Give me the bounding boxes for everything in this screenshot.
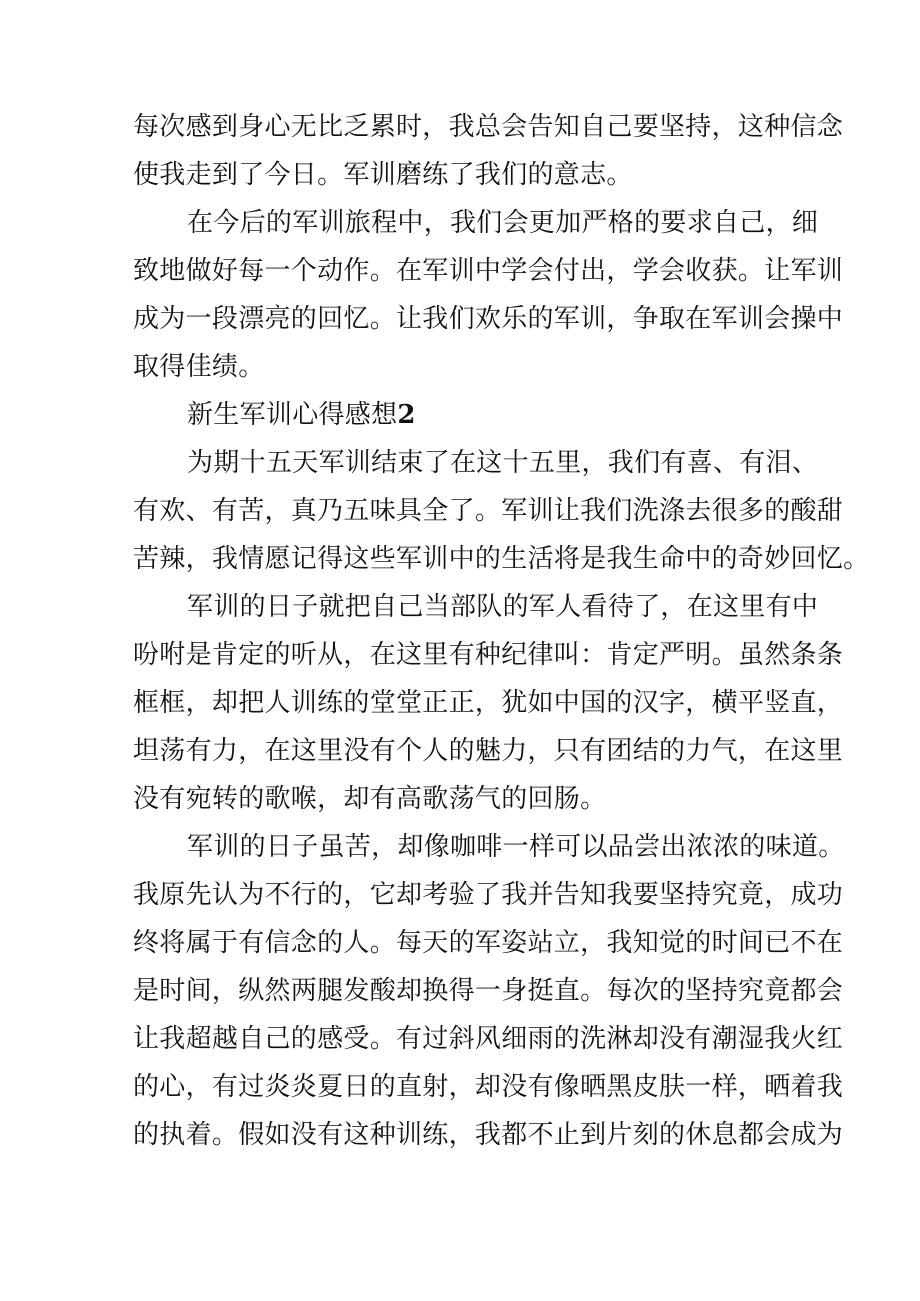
- text-line: 有欢、有苦，真乃五味具全了。军训让我们洗涤去很多的酸甜: [133, 496, 844, 526]
- text-line: 框框，却把人训练的堂堂正正，犹如中国的汉字，横平竖直，: [133, 688, 844, 718]
- document-page: [133, 103, 870, 1159]
- text-line: 每次感到身心无比乏累时，我总会告知自己要坚持，这种信念: [133, 112, 844, 142]
- text-line: 为期十五天军训结束了在这十五里，我们有喜、有泪、: [187, 448, 819, 478]
- text-line: 终将属于有信念的人。每天的军姿站立，我知觉的时间已不在: [133, 928, 844, 958]
- text-line: 使我走到了今日。军训磨练了我们的意志。: [133, 160, 633, 190]
- text-line: 坦荡有力，在这里没有个人的魅力，只有团结的力气，在这里: [133, 736, 844, 766]
- text-line: 致地做好每一个动作。在军训中学会付出，学会收获。让军训: [133, 256, 844, 286]
- section-heading-text: 新生军训心得感想: [187, 400, 398, 430]
- text-line: 在今后的军训旅程中，我们会更加严格的要求自己，细: [187, 208, 819, 238]
- section-heading: [133, 391, 803, 439]
- paragraph: [133, 583, 844, 823]
- paragraph: [133, 199, 844, 391]
- text-line: 取得佳绩。: [133, 352, 265, 382]
- text-line: 军训的日子虽苦，却像咖啡一样可以品尝出浓浓的味道。: [187, 832, 845, 862]
- text-line: 吩咐是肯定的听从，在这里有种纪律叫：肯定严明。虽然条条: [133, 640, 844, 670]
- text-line: 让我超越自己的感受。有过斜风细雨的洗淋却没有潮湿我火红: [133, 1024, 844, 1054]
- text-line: 成为一段漂亮的回忆。让我们欢乐的军训，争取在军训会操中: [133, 304, 844, 334]
- text-line: 没有宛转的歌喉，却有高歌荡气的回肠。: [133, 784, 607, 814]
- text-line: 苦辣，我情愿记得这些军训中的生活将是我生命中的奇妙回忆。: [133, 544, 870, 574]
- paragraph: [133, 823, 845, 1159]
- section-heading-number: 2: [397, 400, 416, 430]
- text-line: 的执着。假如没有这种训练，我都不止到片刻的休息都会成为: [133, 1120, 844, 1150]
- text-line: 的心，有过炎炎夏日的直射，却没有像晒黑皮肤一样，晒着我: [133, 1072, 844, 1102]
- paragraph: [133, 439, 870, 583]
- paragraph: [133, 103, 844, 199]
- text-line: 军训的日子就把自己当部队的军人看待了，在这里有中: [187, 592, 819, 622]
- text-line: 我原先认为不行的，它却考验了我并告知我要坚持究竟，成功: [133, 880, 844, 910]
- text-line: 是时间，纵然两腿发酸却换得一身挺直。每次的坚持究竟都会: [133, 976, 844, 1006]
